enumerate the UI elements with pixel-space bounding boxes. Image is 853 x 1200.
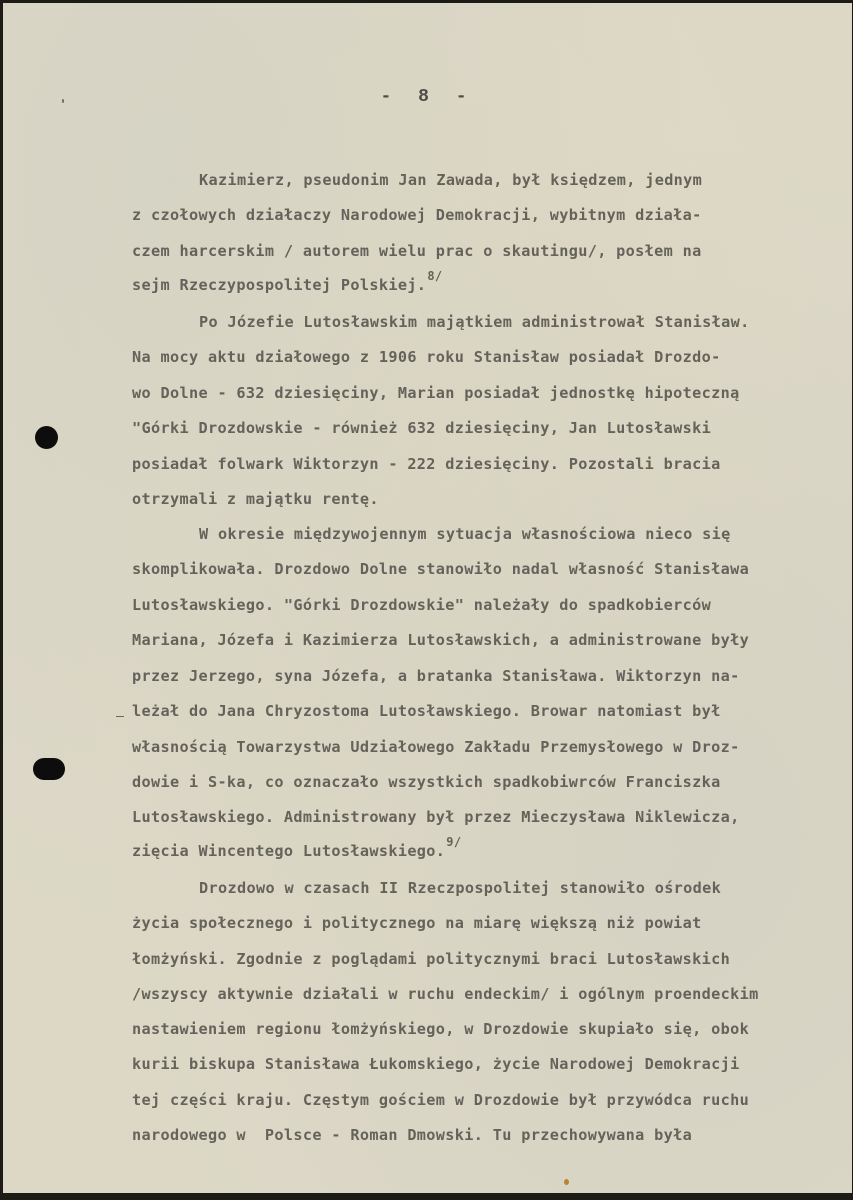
text-line: Kazimierz, pseudonim Jan Zawada, był księdzem, jednym: [199, 171, 703, 189]
text-line: Lutosławskiego. "Górki Drozdowskie" należały do spadkobierców: [132, 596, 712, 614]
text-line: /wszyscy aktywnie działali w ruchu endeckim/ i ogólnym proendeckim: [132, 985, 759, 1003]
text-line: przez Jerzego, syna Józefa, a bratanka Stanisława. Wiktorzyn na-: [132, 667, 740, 685]
text-line: własnością Towarzystwa Udziałowego Zakładu Przemysłowego w Droz-: [132, 738, 740, 756]
paper-speck: [564, 1179, 569, 1185]
text-line-content: sejm Rzeczypospolitej Polskiej.: [132, 276, 427, 294]
text-line: łomżyński. Zgodnie z poglądami politycznymi braci Lutosławskich: [132, 950, 731, 968]
text-line: tej części kraju. Częstym gościem w Drozdowie był przywódca ruchu: [132, 1091, 750, 1109]
text-line: wo Dolne - 632 dziesięciny, Marian posiadał jednostkę hipoteczną: [132, 384, 740, 402]
text-line: Drozdowo w czasach II Rzeczpospolitej stanowiło ośrodek: [199, 879, 722, 897]
text-line: otrzymali z majątku rentę.: [132, 490, 379, 508]
text-line: z czołowych działaczy Narodowej Demokracji, wybitnym działa-: [132, 206, 702, 224]
text-line: kurii biskupa Stanisława Łukomskiego, życie Narodowej Demokracji: [132, 1055, 740, 1073]
text-line: leżał do Jana Chryzostoma Lutosławskiego. Browar natomiast był: [132, 702, 721, 720]
text-line-content: zięcia Wincentego Lutosławskiego.: [132, 842, 446, 860]
text-line: nastawieniem regionu łomżyńskiego, w Drozdowie skupiało się, obok: [132, 1020, 750, 1038]
text-line: Lutosławskiego. Administrowany był przez Mieczysława Niklewicza,: [132, 808, 740, 826]
text-line: czem harcerskim / autorem wielu prac o skautingu/, posłem na: [132, 242, 702, 260]
text-line: życia społecznego i politycznego na miarę większą niż powiat: [132, 914, 702, 932]
document-page: [3, 3, 852, 1193]
text-line: narodowego w Polsce - Roman Dmowski. Tu przechowywana była: [132, 1126, 693, 1144]
footnote-marker: 9/: [446, 834, 462, 849]
margin-mark: [116, 716, 124, 717]
punch-hole: [35, 426, 58, 449]
text-line: Po Józefie Lutosławskim majątkiem administrował Stanisław.: [199, 313, 750, 331]
footnote-marker: 8/: [427, 268, 443, 283]
text-line: dowie i S-ka, co oznaczało wszystkich spadkobiwrców Franciszka: [132, 773, 721, 791]
text-line: Na mocy aktu działowego z 1906 roku Stanisław posiadał Drozdo-: [132, 348, 721, 366]
paper-speck: [62, 99, 64, 103]
text-line-with-footnote: [132, 834, 462, 860]
text-line: W okresie międzywojennym sytuacja własnościowa nieco się: [199, 525, 731, 543]
punch-hole: [33, 758, 65, 780]
text-line: "Górki Drozdowskie - również 632 dziesięciny, Jan Lutosławski: [132, 419, 712, 437]
text-line: Mariana, Józefa i Kazimierza Lutosławskich, a administrowane były: [132, 631, 750, 649]
text-line: skomplikowała. Drozdowo Dolne stanowiło nadal własność Stanisława: [132, 560, 750, 578]
page-number: - 8 -: [380, 87, 475, 107]
text-line-with-footnote: [132, 268, 443, 294]
text-line: posiadał folwark Wiktorzyn - 222 dziesięciny. Pozostali bracia: [132, 455, 721, 473]
